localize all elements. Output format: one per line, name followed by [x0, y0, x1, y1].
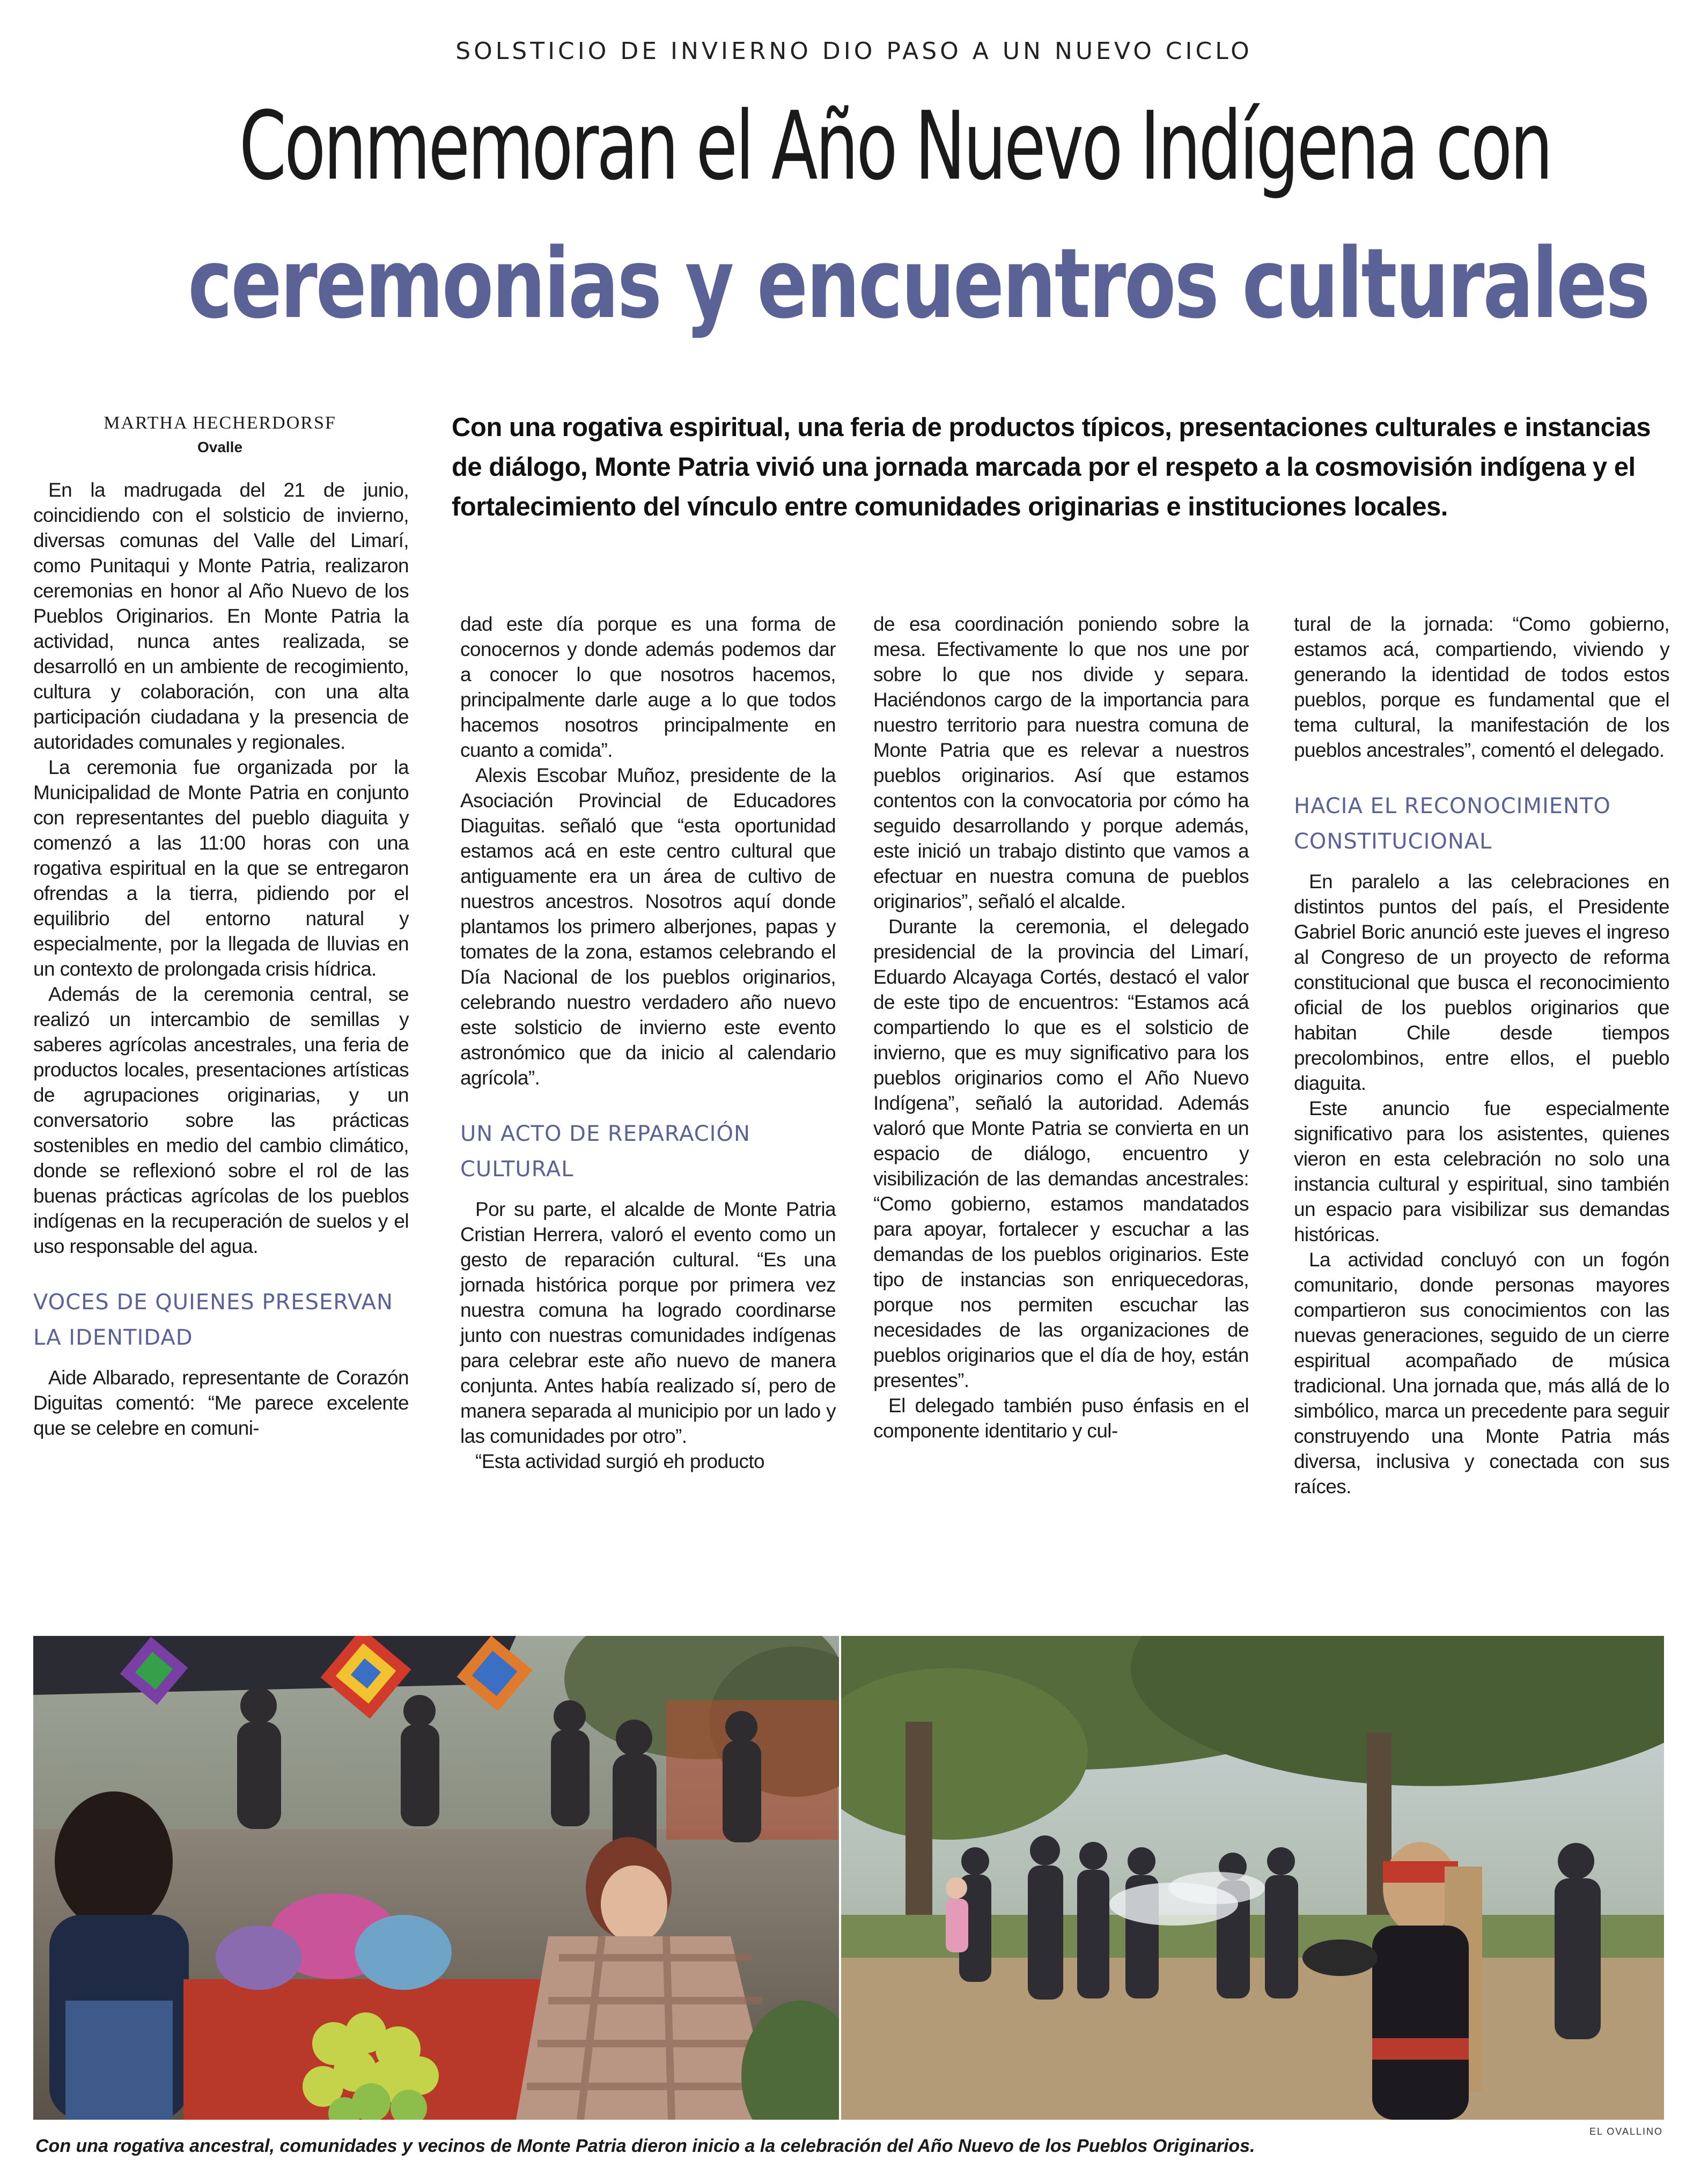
paragraph: Además de la ceremonia central, se realizó un intercambio de semillas y saberes agrícolas ancestrales, una feria de productos locales, presentaciones artísticas de agrupaciones originarias, y un conversatorio sobre las prácticas sostenibles en medio del cambio climático, donde se reflexionó sobre el rol de las buenas prácticas agrícolas de los pueblos indígenas en la recuperación de suelos y el uso responsable del agua. [33, 983, 409, 1257]
paragraph: Por su parte, el alcalde de Monte Patria Cristian Herrera, valoró el evento como un gesto de reparación cultural. “Es una jornada histórica porque por primera vez nuestra comuna ha logrado coordinarse junto con nuestras comunidades indígenas para celebrar este año nuevo de manera conjunta. Antes había realizado sí, pero de manera separada al municipio por un lado y las comunidades por otro”. [460, 1198, 836, 1447]
byline [32, 413, 408, 456]
headline-line-2: ceremonias y encuentros culturales [188, 228, 1649, 340]
subheading: UN ACTO DE REPARACIÓN CULTURAL [460, 1122, 750, 1182]
headline-line-1: Conmemoran el Año Nuevo Indígena con [239, 91, 1551, 201]
lede: Con una rogativa espiritual, una feria de productos típicos, presentaciones culturales e instancias de diálogo, Monte Patria vivió una jornada marcada por el respeto a la cosmovisión indígena y el fortalecimiento del vínculo entre comunidades originarias e instituciones locales. [452, 413, 1651, 521]
byline-location: Ovalle [197, 439, 243, 455]
paragraph: Durante la ceremonia, el delegado presidencial de la provincia del Limarí, Eduardo Alcayaga Cortés, destacó el valor de este tipo de encuentros: “Estamos acá compartiendo lo que es el solsticio de invierno, que es muy significativo para los pueblos originarios como el Año Nuevo Indígena”, señaló la autoridad. Además valoró que Monte Patria se convierta en un espacio de diálogo, encuentro y visibilización de las demandas ancestrales: “Como gobierno, estamos mandatados para apoyar, fortalecer y escuchar a las demandas de los pueblos originarios. Este tipo de instancias son enriquecedoras, porque nos permiten escuchar las necesidades de las organizaciones de pueblos originarios que el día de hoy, están presentes”. [873, 916, 1249, 1391]
paragraph: “Esta actividad surgió eh producto [475, 1450, 765, 1472]
article-column-1 [33, 477, 409, 1441]
paragraph: dad este día porque es una forma de conocernos y donde además podemos dar a conocer lo que nosotros hacemos, principalmente darle auge a lo que todos hacemos nosotros principalmente en cuanto a comida”. [460, 613, 836, 761]
paragraph: Alexis Escobar Muñoz, presidente de la Asociación Provincial de Educadores Diaguitas. señaló que “esta oportunidad estamos acá en este centro cultural que antiguamente era un área de cultivo de nuestros ancestros. Nosotros aquí donde plantamos los primero alberjones, papas y tomates de la zona, estamos celebrando el Día Nacional de los pueblos originarios, celebrando nuestro verdadero año nuevo este solsticio de invierno este evento astronómico que da inicio al calendario agrícola”. [460, 764, 836, 1089]
paragraph: El delegado también puso énfasis en el componente identitario y cul- [873, 1395, 1249, 1442]
paragraph: tural de la jornada: “Como gobierno, estamos acá, compartiendo, viviendo y generando la identidad de todos estos pueblos, porque es fundamental que el tema cultural, la manifestación de los pueblos ancestrales”, comentó el delegado. [1294, 613, 1669, 761]
photo-ceremonia [841, 1636, 1664, 2120]
paragraph: Aide Albarado, representante de Corazón Diguitas comentó: “Me parece excelente que se celebre en comuni- [33, 1367, 409, 1439]
subheading: HACIA EL RECONOCIMIENTO CONSTITUCIONAL [1294, 794, 1611, 854]
paragraph: En paralelo a las celebraciones en distintos puntos del país, el Presidente Gabriel Boric anunció este jueves el ingreso al Congreso de un proyecto de reforma constitucional que busca el reconocimiento oficial de los pueblos originarios que habitan Chile desde tiempos precolombinos, entre ellos, el pueblo diaguita. [1294, 871, 1669, 1094]
paragraph: de esa coordinación poniendo sobre la mesa. Efectivamente lo que nos une por sobre lo que nos divide y separa. Haciéndonos cargo de la importancia para nuestro territorio para nuestra comuna de Monte Patria que es relevar a nuestros pueblos originarios. Así que estamos contentos con la convocatoria por cómo ha seguido desarrollando y porque además, este inició un trabajo distinto que vamos a efectuar en nuestra comuna de pueblos originarios”, señaló el alcalde. [873, 613, 1249, 912]
paragraph: En la madrugada del 21 de junio, coincidiendo con el solsticio de invierno, diversas comunas del Valle del Limarí, como Punitaqui y Monte Patria, realizaron ceremonias en honor al Año Nuevo de los Pueblos Originarios. En Monte Patria la actividad, nunca antes realizada, se desarrolló en un ambiente de recogimiento, cultura y colaboración, con una alta participación ciudadana y la presencia de autoridades comunales y regionales. [33, 479, 409, 753]
subheading: VOCES DE QUIENES PRESERVAN LA IDENTIDAD [33, 1290, 393, 1350]
kicker: SOLSTICIO DE INVIERNO DIO PASO A UN NUEVO CICLO [455, 38, 1253, 65]
photo-credit: EL OVALLINO [1589, 2126, 1663, 2137]
paragraph: La ceremonia fue organizada por la Municipalidad de Monte Patria en conjunto con representantes del pueblo diaguita y comenzó a las 11:00 horas con una rogativa espiritual en la que se entregaron ofrendas a la tierra, pidiendo por el equilibrio del entorno natural y especialmente, por la llegada de lluvias en un contexto de prolongada crisis hídrica. [33, 756, 409, 980]
article-column-2 [460, 611, 836, 1474]
article-column-4 [1294, 611, 1669, 1499]
photo-feria [33, 1636, 839, 2120]
photo-caption: Con una rogativa ancestral, comunidades y vecinos de Monte Patria dieron inicio a la celebración del Año Nuevo de los Pueblos Originarios. [35, 2136, 1255, 2156]
article-column-3 [873, 611, 1249, 1443]
byline-author: MARTHA HECHERDORSF [104, 413, 336, 433]
paragraph: Este anuncio fue especialmente significativo para los asistentes, quienes vieron en esta celebración no solo una instancia cultural y espiritual, sino también un espacio para visibilizar sus demandas históricas. [1294, 1097, 1669, 1245]
paragraph: La actividad concluyó con un fogón comunitario, donde personas mayores compartieron sus conocimientos con las nuevas generaciones, seguido de un cierre espiritual acompañado de música tradicional. Una jornada que, más allá de lo simbólico, marca un precedente para seguir construyendo una Monte Patria más diversa, inclusiva y conectada con sus raíces. [1294, 1249, 1669, 1498]
